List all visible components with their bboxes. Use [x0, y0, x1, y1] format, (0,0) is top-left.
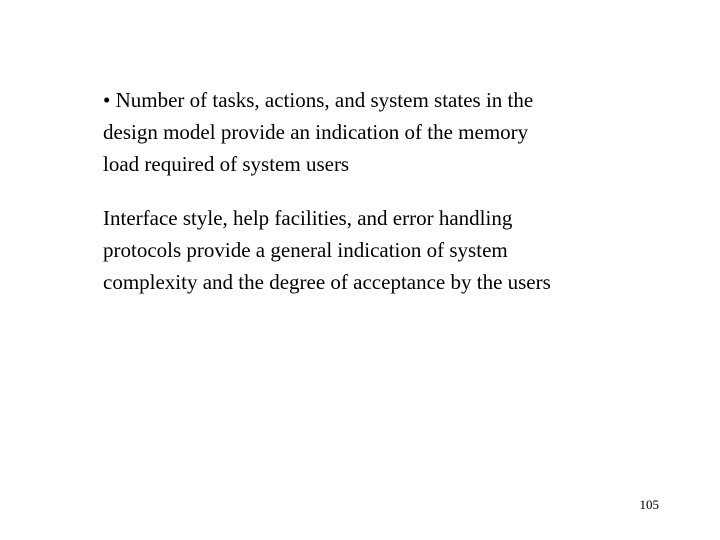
slide-body: [103, 84, 663, 298]
page-number: 105: [639, 497, 659, 512]
paragraph-interface-complexity: Interface style, help facilities, and error handling protocols provide a general indication of system complexity and the degree of acceptance by the users: [103, 206, 551, 294]
bullet-paragraph-memory-load: • Number of tasks, actions, and system states in the design model provide an indication of the memory load required of system users: [103, 88, 534, 176]
